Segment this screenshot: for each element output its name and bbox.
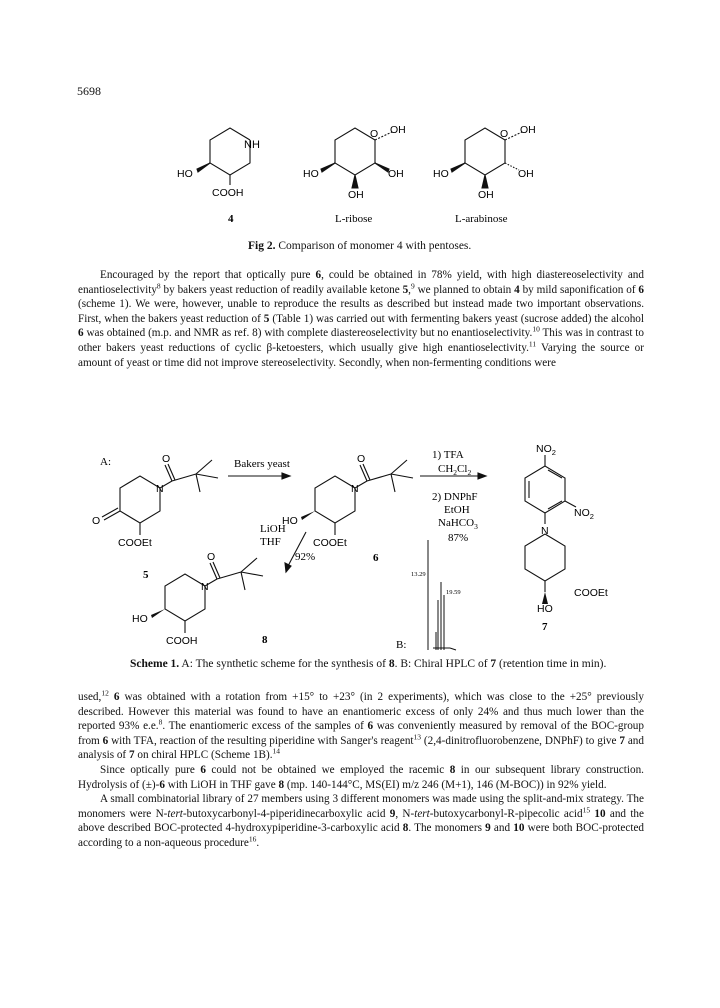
arabinose-oh-top: OH xyxy=(520,124,536,136)
ribose-ring-o: O xyxy=(370,128,379,140)
arabinose-oh-bottom: OH xyxy=(478,189,494,201)
ribose-oh-top: OH xyxy=(390,124,406,136)
ribose-ho: HO xyxy=(303,168,319,180)
compound-7-cooet: COOEt xyxy=(574,587,608,599)
ribose-oh-bottom: OH xyxy=(348,189,364,201)
compound-5-cooet: COOEt xyxy=(118,537,152,549)
compound-5-label: 5 xyxy=(143,569,149,581)
compound-8-ho: HO xyxy=(132,613,148,625)
paragraph-1: Encouraged by the report that optically pure 6, could be obtained in 78% yield, with high diastereoselectivity and enantioselectivity$^8$ by bakers yeast reduction of readily available ketone 5,$^9$ we planned to obtain 4 by mild saponification of 6 (scheme 1). We were, however, unable to reproduce the results as described but instead made two important observations. First, when the bakers yeast reduction of 5 (Table 1) was carried out with fermenting bakers yeast (sucrose added) the alcohol 6 was obtained (m.p. and NMR as ref. 8) with complete diastereoselectivity but no enantioselectivity.$^{10}$ This was in contrast to other bakers yeast reductions of cyclic β-ketoesters, which usually give high enantioselectivity.$^{11}$ Varying the source or amount of yeast or time did not improve stereoselectivity. Secondly, when non-fermenting conditions were xyxy=(78,269,644,369)
reagent-thf: THF xyxy=(260,536,281,548)
fig2-caption: Fig 2. Comparison of monomer 4 with pentoses. xyxy=(248,240,472,252)
page-number: 5698 xyxy=(77,84,101,98)
compound-8-o: O xyxy=(207,551,216,563)
arabinose-ho: HO xyxy=(433,168,449,180)
scheme-label-b: B: xyxy=(396,639,407,651)
compound-4-ho: HO xyxy=(177,168,193,180)
reagent-etoh: EtOH xyxy=(444,504,470,516)
compound-8-cooh: COOH xyxy=(166,635,198,647)
compound-7-ho: HO xyxy=(537,603,553,615)
compound-7-label: 7 xyxy=(542,621,548,633)
compound-7-benzene xyxy=(525,466,565,513)
compound-6-o: O xyxy=(357,453,366,465)
compound-8-ring xyxy=(165,574,205,621)
compound-4-label: 4 xyxy=(228,213,234,225)
hplc-peak-1-label: 13.29 xyxy=(411,571,426,578)
compound-7-no2-right: $NO_2$ xyxy=(574,507,594,521)
arabinose-label: L-arabinose xyxy=(455,213,508,225)
arabinose-oh-right: OH xyxy=(518,168,534,180)
compound-6-label: 6 xyxy=(373,552,379,564)
compound-5-o: O xyxy=(162,453,171,465)
compound-7-ring xyxy=(525,534,565,581)
reagent-lioh: LiOH xyxy=(260,523,286,535)
reagent-dnphf: 2) DNPhF xyxy=(432,491,478,503)
reagent-bakers-yeast: Bakers yeast xyxy=(234,458,290,470)
scheme1-caption: Scheme 1. A: The synthetic scheme for the synthesis of 8. B: Chiral HPLC of 7 (retention time in min). xyxy=(130,658,607,670)
reagent-nahco3: NaHCO$_3$ xyxy=(438,517,478,531)
compound-4-nh: NH xyxy=(244,139,260,151)
compound-8-n: N xyxy=(201,581,209,593)
yield-92: 92% xyxy=(295,551,316,563)
scheme-label-a: A: xyxy=(100,456,111,468)
hplc-peak-2-label: 19.59 xyxy=(446,589,461,596)
compound-6-ho: HO xyxy=(282,515,298,527)
reagent-tfa: 1) TFA xyxy=(432,449,464,461)
compound-6-cooet: COOEt xyxy=(313,537,347,549)
compound-8-label: 8 xyxy=(262,634,268,646)
compound-4-cooh: COOH xyxy=(212,187,244,199)
compound-5-n: N xyxy=(156,483,164,495)
paragraph-2: used,$^{12}$ 6 was obtained with a rotation from +15° to +23° (in 2 experiments), which was close to the +25° previously described. However this material was found to have an enantiomeric excess of only 24% and thus much lower than the reported 93% e.e.$^8$. The enantiomeric excess of the samples of 6 was conveniently measured by removal of the BOC-group from 6 with TFA, reaction of the resulting piperidine with Sanger's reagent$^{13}$ (2,4-dinitrofluorobenzene, DNPhF) to give 7 and analysis of 7 on chiral HPLC (Scheme 1B).$^{14}$ xyxy=(78,688,645,762)
yield-87: 87% xyxy=(448,532,469,544)
reagent-ch2cl2: $CH_2Cl_2$ xyxy=(438,463,472,477)
compound-7-n: N xyxy=(541,525,549,537)
compound-5-keto-o: O xyxy=(92,515,101,527)
compound-6-n: N xyxy=(351,483,359,495)
compound-6-ring xyxy=(315,476,355,523)
ribose-label: L-ribose xyxy=(335,213,373,225)
ribose-oh-right: OH xyxy=(388,168,404,180)
compound-5-ring xyxy=(120,476,160,523)
paragraph-3: Since optically pure 6 could not be obtained we employed the racemic 8 in our subsequent library construction. Hydrolysis of (±)-6 with LiOH in THF gave 8 (mp. 140-144°C, MS(EI) m/z 246 (M+1), 146 (M-BOC)) in 92% yield. xyxy=(78,763,644,791)
paragraph-4: A small combinatorial library of 27 members using 3 different monomers was made using the split-and-mix strategy. The monomers were N-tert-butoxycarbonyl-4-piperidinecarboxylic acid 9, N-tert-butoxycarbonyl-R-pipecolic acid$^{15}$ 10 and the above described BOC-protected 4-hydroxypiperidine-3-carboxylic acid 8. The monomers 9 and 10 were both BOC-protected according to a non-aqueous procedure$^{16}$. xyxy=(78,793,644,849)
compound-7-no2-top: $NO_2$ xyxy=(536,443,556,457)
arabinose-ring-o: O xyxy=(500,128,509,140)
body-text xyxy=(78,690,644,851)
